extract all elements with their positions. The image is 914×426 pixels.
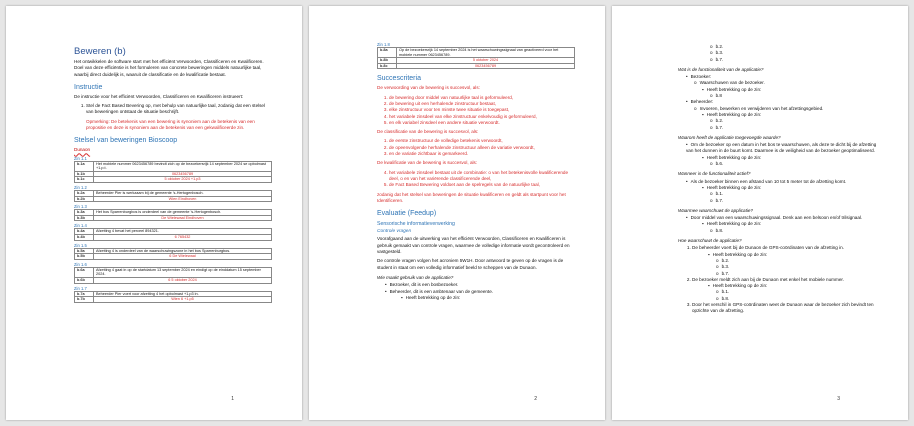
list-item: • Beheerder:: [678, 99, 878, 105]
table-cell: De Wielewaal Eindhoven: [94, 215, 272, 221]
zin-label: Zin 1.1: [74, 155, 87, 161]
zin-label: Zin 1.6: [74, 261, 87, 267]
zin-table: [74, 161, 272, 183]
zin-label: Zin 1.8: [377, 42, 390, 47]
classificatie-list: [377, 138, 575, 157]
zin-table: [74, 228, 272, 240]
zin-label: Zin 1.4: [74, 223, 87, 229]
zin-table: [74, 209, 272, 221]
list-item: 1. De beheerder voert bij de Dunaon de GPS-coördinaten van de afzetting in.: [692, 245, 878, 251]
page-number: 2: [534, 396, 537, 402]
question-hoe: Hoe waarschuwt de applicatie?: [678, 238, 742, 244]
instructie-text: De instructie voor het efficiënt Verwoorden, Classificeren en Kwalificeren instrueert:: [74, 93, 244, 99]
table-cell: 6 5 oktober 2024: [94, 277, 272, 283]
list-item: 3. elke zinstructuur voor ten minste twee situatie is toegepast,: [389, 107, 575, 113]
table-cell: b.1b: [75, 171, 94, 177]
list-item: 3. en de variatie zichtbaar is gemarkeerd.: [389, 151, 575, 157]
question-waarmee: Waarmee waarschuwt de applicatie?: [678, 207, 753, 213]
table-cell: Het bos Sparrenburgbos is onderdeel van de gemeente 's-Hertogenbosch.: [94, 210, 272, 216]
table-cell: b.4a: [75, 229, 94, 235]
zin-table: [74, 267, 272, 284]
list-item: o b.8.: [678, 228, 878, 234]
table-cell: Afzetting 4 bevat het perceel 894321.: [94, 229, 272, 235]
table-row: [75, 177, 272, 183]
zin-label: Zin 1.3: [74, 204, 87, 210]
table-cell: Op de bezoekersrijk 14 september 2024 is het waarschuwingssignaal van geactiveerd voor het mobiele nummer 0623456789.: [397, 48, 575, 58]
question-wie: Wie maakt gebruik van de applicatie?: [377, 274, 454, 280]
table-cell: b.8a: [378, 48, 397, 58]
instructie-step-1: 1. Stel de Fact Based Bevering op, met behulp van natuurlijke taal, zodanig dat een stelsel van beweringen ontstaat de situatie beschrijft.: [86, 103, 272, 116]
zin-table: [74, 291, 272, 303]
table-cell: b.1c: [75, 177, 94, 183]
table-cell: 5 oktober 2024 +1.p3: [94, 177, 272, 183]
list-item: o b.3.: [678, 50, 878, 56]
table-cell: b.3a: [75, 210, 94, 216]
list-item: o b.7.: [678, 198, 878, 204]
list-item: ▪ Heeft betrekking op de zin:: [678, 112, 878, 118]
list-item: ▪ Heeft betrekking op de zin:: [678, 87, 878, 93]
zin-table: [74, 248, 272, 260]
list-item: • Beheerder, dit is een ambtenaar van de gemeente.: [377, 289, 575, 295]
succescriteria-heading: Succescriteria: [377, 75, 421, 83]
table-row: [378, 63, 575, 69]
list-item: 4. het variabele zinsdeel bestaat uit de combinatie: o van het betekenisvolle kwalificerende deel, o en van het variërende classificerende deel,: [389, 170, 575, 183]
classificatie-intro: De classificatie van de bewering is succesvol, als:: [377, 129, 479, 135]
list-item: o b.1.: [692, 289, 878, 295]
page-number: 3: [837, 396, 840, 402]
list-item: ▪ Heeft betrekking op de zin:: [692, 252, 878, 258]
list-item: o b.2.: [692, 258, 878, 264]
list-item: 3. Door het verschil in GPS-coördinaten weet de Dunaon waar de bezoeker zich bevindt ten opzichte van de afzetting.: [692, 302, 878, 315]
question-functionaliteit: Wat is de functionaliteit van de applicatie?: [678, 66, 764, 72]
list-item: 2. de opeenvolgende herhalende zinstructuur alleen de variatie verwoordt,: [389, 145, 575, 151]
list-item: o Invoeren, bewerken en verwijderen van het afzettingsgebied.: [678, 106, 878, 112]
table-cell: b.6b: [75, 277, 94, 283]
table-row: [75, 254, 272, 260]
table-cell: b.8b: [378, 58, 397, 64]
table-cell: 6 765432: [94, 235, 272, 241]
table-cell: 6 De Wielewaal: [94, 254, 272, 260]
list-item: o b.8.: [692, 296, 878, 302]
table-cell: Beheerder Pier voert voor afzetting 4 het opbolmast +1.p3 in.: [94, 291, 272, 297]
table-row: [75, 297, 272, 303]
list-item: • Bezoeker:: [678, 74, 878, 80]
stelsel-heading: Stelsel van beweringen Bioscoop: [74, 137, 178, 145]
table-row: [75, 267, 272, 277]
list-item: 5. de Fact Based Bewering voldoet aan de spelregels van de natuurlijke taal,: [389, 182, 575, 188]
sensorische-heading: Sensorische informatieverwerking: [377, 221, 455, 228]
page-title: Beweren (b): [74, 46, 126, 57]
list-item: 5. en elk variabel zinsdeel een andere situatie verwoordt.: [389, 120, 575, 126]
table-cell: b.5b: [75, 254, 94, 260]
table-cell: Afzetting 4 is onderdeel van de waarschuwingszone in het bos Sparrenburgbos.: [94, 248, 272, 254]
table-cell: 5 oktober 2024: [397, 58, 575, 64]
dunaon-label: Dunaon: [74, 147, 91, 153]
table-cell: b.3b: [75, 215, 94, 221]
list-item: ▪ Heeft betrekking op de zin:: [692, 283, 878, 289]
table-cell: b.1a: [75, 161, 94, 171]
controle-paragraph-2: De controle vragen volgen het acroniem 5W1H. Door antwoord te geven op de vragen is de student in staat om een volledig informatief beeld te scheppen van de Dunaon.: [377, 258, 564, 270]
table-cell: Wien 6 +1.p5: [94, 297, 272, 303]
table-cell: b.8c: [378, 63, 397, 69]
list-item: o b.3.: [692, 264, 878, 270]
list-item: o b.7.: [678, 57, 878, 63]
page-number: 1: [231, 396, 234, 402]
table-cell: Wien Eindhoven: [94, 196, 272, 202]
table-row: [75, 161, 272, 171]
instructie-heading: Instructie: [74, 83, 103, 91]
list-item: 1. de eerste zinstructuur de volledige betekenis verwoordt,: [389, 138, 575, 144]
question-wanneer: Wanneer is de functionaliteit actief?: [678, 171, 751, 177]
table-cell: b.6a: [75, 267, 94, 277]
list-item: 4. het variabele zinsdeel van elke zinstructuur enkelvoudig is geformuleerd,: [389, 114, 575, 120]
zin-label: Zin 1.2: [74, 185, 87, 191]
list-item: • Als de bezoeker binnen een afstand van 10 tot 5 meter tot de afzetting komt.: [678, 179, 878, 185]
verwoording-intro: De verwoording van de bewering is succesvol, als:: [377, 85, 480, 91]
list-item: • Bezoeker, dit is een bosbezoeker.: [377, 282, 575, 288]
table-cell: b.2b: [75, 196, 94, 202]
document-page-1: [6, 6, 302, 420]
zinnen-list: [74, 156, 272, 303]
kwalificatie-intro: De kwalificatie van de bewering is succesvol, als:: [377, 160, 478, 166]
list-item: • Door middel van een waarschuwingssignaal. Denk aan een belsoon en/of trilsignaal.: [678, 215, 878, 221]
document-page-2: [309, 6, 605, 420]
table-row: [75, 277, 272, 283]
table-row: [378, 48, 575, 58]
table-cell: Het mobiele nummer 0623456789 bevindt zich op de bezoekersrijk 14 september 2024 se opbolmast +1.p.t.: [94, 161, 272, 171]
kwalificatie-list: [377, 170, 575, 189]
table-cell: b.7a: [75, 291, 94, 297]
list-item: ▪ Heeft betrekking op de zin:: [678, 221, 878, 227]
table-cell: 0623456789: [397, 63, 575, 69]
evaluatie-heading: Evaluatie (Feedup): [377, 210, 437, 218]
document-page-3: [612, 6, 908, 420]
list-item: • Om de bezoeker op een datum in het bos te waarschuwen, als deze te dicht bij de afzetting van het dunnen in de buurt komt. Daarmee is de veiligheid van de bezoeker geoptimaliseerd.: [678, 142, 878, 155]
list-item: o b.6.: [678, 161, 878, 167]
question-waarom: Waarom heeft de applicatie toegevoegde waarde?: [678, 134, 781, 140]
list-item: 1. de bewering door middel van natuurlijke taal is geformuleerd,: [389, 95, 575, 101]
table-cell: b.7b: [75, 297, 94, 303]
list-item: 2. de bewering uit een herhalende zinstructuur bestaat,: [389, 101, 575, 107]
table-cell: b.2a: [75, 191, 94, 197]
list-item: o b.2.: [678, 118, 878, 124]
controle-heading: Controle vragen: [377, 229, 412, 235]
list-item: o b.1.: [678, 191, 878, 197]
list-item: o Waarschuwen van de bezoeker.: [678, 80, 878, 86]
zin-label: Zin 1.7: [74, 285, 87, 291]
opmerking-text: Opmerking: De betekenis van een bewering is synoniem aan de betekenis van een propositie en deze is synoniem aan de betekenis van een gekwalificeerde zin.: [86, 118, 255, 131]
table-cell: Afzetting 4 gaat in op de startdatum 13 september 2024 en eindigt op de einddatum 15 september 2024.: [94, 267, 272, 277]
list-item: o b.8: [678, 93, 878, 99]
controle-paragraph-1: Voorafgaand aan de uitwerking van het efficiënt Verwoorden, Classificeren en Kwalificeren is gebruik gemaakt van controle vragen, waarmee de volledige informatie wordt gecontroleerd en vastgesteld.: [377, 236, 570, 255]
list-item: 2. De bezoeker meldt zich aan bij de Dunaon met enkel het mobiele nummer.: [692, 277, 878, 283]
table-cell: b.5a: [75, 248, 94, 254]
hoe-list: [678, 245, 878, 314]
zodanig-text: zodanig dat het stelsel van beweringen de situatie kwalificeren en geldt als startpunt voor het Identificeren.: [377, 191, 566, 203]
table-row: [75, 235, 272, 241]
zin-label: Zin 1.5: [74, 242, 87, 248]
zin-table: [377, 47, 575, 69]
intro-paragraph: Het ontwikkelen de software start met het efficiënt Verwoorden, Classificeren en Kwalificeren. Doel van deze efficiëntie is het formuleren van concrete beweringen middels natuurlijke taal, waarbij direct duidelijk is, waaruit de classificatie en de kwalificatie bestaat.: [74, 59, 264, 77]
table-row: [75, 215, 272, 221]
zin-table: [74, 190, 272, 202]
list-item: ▪ Heeft betrekking op de zin:: [678, 155, 878, 161]
list-item: ▪ Heeft betrekking op de zin:: [678, 185, 878, 191]
table-cell: 0623456789: [94, 171, 272, 177]
table-cell: b.4b: [75, 235, 94, 241]
list-item: ▪ Heeft betrekking op de zin:: [377, 295, 575, 301]
table-row: [75, 196, 272, 202]
list-item: o b.2.: [678, 44, 878, 50]
list-item: o b.7.: [692, 271, 878, 277]
table-cell: Beheerder Pier is werkzaam bij de gemeente 's-Hertogenbosch.: [94, 191, 272, 197]
list-item: o b.7.: [678, 125, 878, 131]
verwoording-list: [377, 95, 575, 126]
